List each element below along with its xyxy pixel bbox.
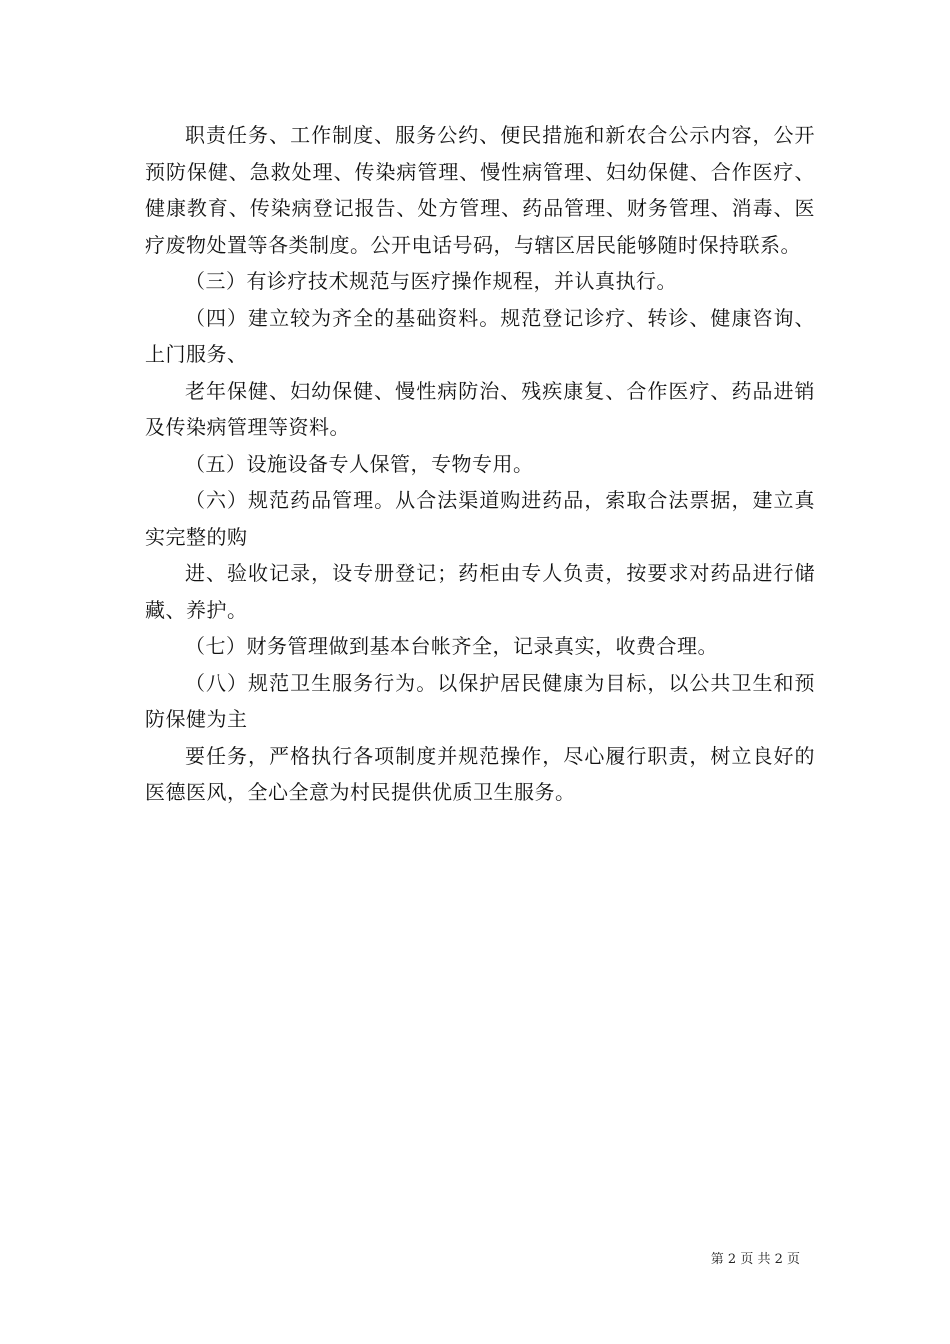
document-body [145, 117, 815, 811]
paragraph-section-5: （五）设施设备专人保管，专物专用。 [185, 451, 534, 476]
paragraph-section-6: （六）规范药品管理。从合法渠道购进药品，索取合法票据，建立真实完整的购 [145, 488, 815, 549]
paragraph-section-3: （三）有诊疗技术规范与医疗操作规程，并认真执行。 [185, 269, 677, 293]
paragraph-section-4-continued: 老年保健、妇幼保健、慢性病防治、残疾康复、合作医疗、药品进销及传染病管理等资料。 [145, 378, 815, 439]
page-number: 第 2 页 共 2 页 [710, 1252, 800, 1267]
paragraph-section-7: （七）财务管理做到基本台帐齐全，记录真实，收费合理。 [185, 634, 718, 658]
paragraph-duties: 职责任务、工作制度、服务公约、便民措施和新农合公示内容，公开预防保健、急救处理、传染病管理、慢性病管理、妇幼保健、合作医疗、健康教育、传染病登记报告、处方管理、药品管理、财务管理、消毒、医疗废物处置等各类制度。公开电话号码，与辖区居民能够随时保持联系。 [145, 123, 815, 257]
paragraph-section-8-continued: 要任务，严格执行各项制度并规范操作，尽心履行职责，树立良好的医德医风，全心全意为村民提供优质卫生服务。 [145, 743, 815, 804]
paragraph-section-4: （四）建立较为齐全的基础资料。规范登记诊疗、转诊、健康咨询、上门服务、 [145, 305, 815, 366]
paragraph-section-6-continued: 进、验收记录，设专册登记；药柜由专人负责，按要求对药品进行储藏、养护。 [145, 561, 815, 622]
paragraph-section-8: （八）规范卫生服务行为。以保护居民健康为目标，以公共卫生和预防保健为主 [145, 670, 815, 731]
